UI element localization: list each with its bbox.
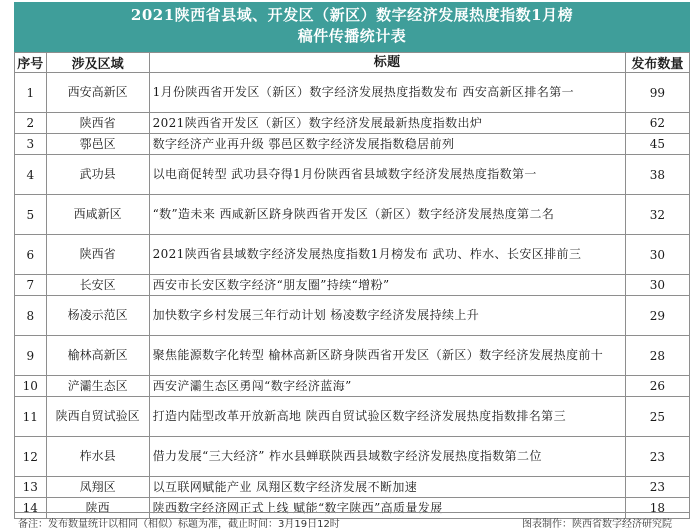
table-row <box>15 195 690 235</box>
cell-index: 2 <box>15 113 47 134</box>
cell-title: 2021陕西省县域数字经济发展热度指数1月榜发布 武功、柞水、长安区排前三 <box>149 235 625 275</box>
header-count: 发布数量 <box>625 53 689 73</box>
footer-credit: 图表制作：陕西省数字经济研究院 <box>522 519 672 530</box>
cell-title: 聚焦能源数字化转型 榆林高新区跻身陕西省开发区（新区）数字经济发展热度前十 <box>149 336 625 376</box>
cell-count: 30 <box>625 275 689 296</box>
header-region: 涉及区域 <box>46 53 149 73</box>
cell-region: 杨凌示范区 <box>46 296 149 336</box>
cell-region: 西咸新区 <box>46 195 149 235</box>
cell-title: 陕西数字经济网正式上线 赋能“数字陕西”高质量发展 <box>149 498 625 519</box>
cell-title: 1月份陕西省开发区（新区）数字经济发展热度指数发布 西安高新区排名第一 <box>149 73 625 113</box>
cell-region: 榆林高新区 <box>46 336 149 376</box>
cell-title: 西安浐灞生态区勇闯“数字经济蓝海” <box>149 376 625 397</box>
table-row <box>15 155 690 195</box>
table-row <box>15 437 690 477</box>
stats-table <box>14 52 690 519</box>
cell-region: 柞水县 <box>46 437 149 477</box>
header-row <box>15 53 690 73</box>
cell-index: 12 <box>15 437 47 477</box>
cell-index: 6 <box>15 235 47 275</box>
cell-region: 西安高新区 <box>46 73 149 113</box>
cell-title: 数字经济产业再升级 鄠邑区数字经济发展指数稳居前列 <box>149 134 625 155</box>
cell-count: 30 <box>625 235 689 275</box>
table-row <box>15 397 690 437</box>
footer-note: 备注：发布数量统计以相同（相似）标题为准，截止时间：3月19日12时 <box>18 519 340 530</box>
cell-region: 武功县 <box>46 155 149 195</box>
cell-title: “数”造未来 西咸新区跻身陕西省开发区（新区）数字经济发展热度第二名 <box>149 195 625 235</box>
cell-count: 28 <box>625 336 689 376</box>
table-row <box>15 134 690 155</box>
cell-title: 2021陕西省开发区（新区）数字经济发展最新热度指数出炉 <box>149 113 625 134</box>
header-title: 标题 <box>149 53 625 73</box>
cell-index: 4 <box>15 155 47 195</box>
cell-title: 以电商促转型 武功县夺得1月份陕西省县域数字经济发展热度指数第一 <box>149 155 625 195</box>
cell-region: 陕西省 <box>46 113 149 134</box>
cell-count: 99 <box>625 73 689 113</box>
cell-index: 1 <box>15 73 47 113</box>
cell-title: 借力发展“三大经济” 柞水县蝉联陕西县域数字经济发展热度指数第二位 <box>149 437 625 477</box>
cell-index: 9 <box>15 336 47 376</box>
cell-index: 3 <box>15 134 47 155</box>
title-line-1: 2021陕西省县域、开发区（新区）数字经济发展热度指数1月榜 <box>130 6 574 24</box>
footer <box>14 512 690 530</box>
cell-title: 加快数字乡村发展三年行动计划 杨凌数字经济发展持续上升 <box>149 296 625 336</box>
cell-index: 11 <box>15 397 47 437</box>
table-row <box>15 336 690 376</box>
table-title <box>14 2 690 52</box>
cell-region: 浐灞生态区 <box>46 376 149 397</box>
table-row <box>15 296 690 336</box>
cell-count: 32 <box>625 195 689 235</box>
cell-count: 25 <box>625 397 689 437</box>
cell-region: 陕西 <box>46 498 149 519</box>
cell-index: 13 <box>15 477 47 498</box>
cell-index: 10 <box>15 376 47 397</box>
cell-count: 38 <box>625 155 689 195</box>
cell-count: 26 <box>625 376 689 397</box>
cell-index: 14 <box>15 498 47 519</box>
table-row <box>15 275 690 296</box>
cell-count: 29 <box>625 296 689 336</box>
cell-title: 西安市长安区数字经济“朋友圈”持续“增粉” <box>149 275 625 296</box>
cell-region: 陕西省 <box>46 235 149 275</box>
table-row <box>15 477 690 498</box>
cell-title: 以互联网赋能产业 凤翔区数字经济发展不断加速 <box>149 477 625 498</box>
stats-document <box>14 2 690 519</box>
cell-count: 62 <box>625 113 689 134</box>
cell-region: 长安区 <box>46 275 149 296</box>
table-row <box>15 113 690 134</box>
cell-region: 凤翔区 <box>46 477 149 498</box>
header-index: 序号 <box>15 53 47 73</box>
cell-index: 7 <box>15 275 47 296</box>
cell-count: 18 <box>625 498 689 519</box>
cell-index: 8 <box>15 296 47 336</box>
cell-count: 45 <box>625 134 689 155</box>
cell-title: 打造内陆型改革开放新高地 陕西自贸试验区数字经济发展热度指数排名第三 <box>149 397 625 437</box>
title-line-2: 稿件传播统计表 <box>297 27 407 45</box>
table-row <box>15 73 690 113</box>
table-body <box>15 73 690 519</box>
cell-count: 23 <box>625 437 689 477</box>
cell-region: 鄠邑区 <box>46 134 149 155</box>
table-row <box>15 376 690 397</box>
cell-index: 5 <box>15 195 47 235</box>
cell-region: 陕西自贸试验区 <box>46 397 149 437</box>
table-row <box>15 235 690 275</box>
cell-count: 23 <box>625 477 689 498</box>
